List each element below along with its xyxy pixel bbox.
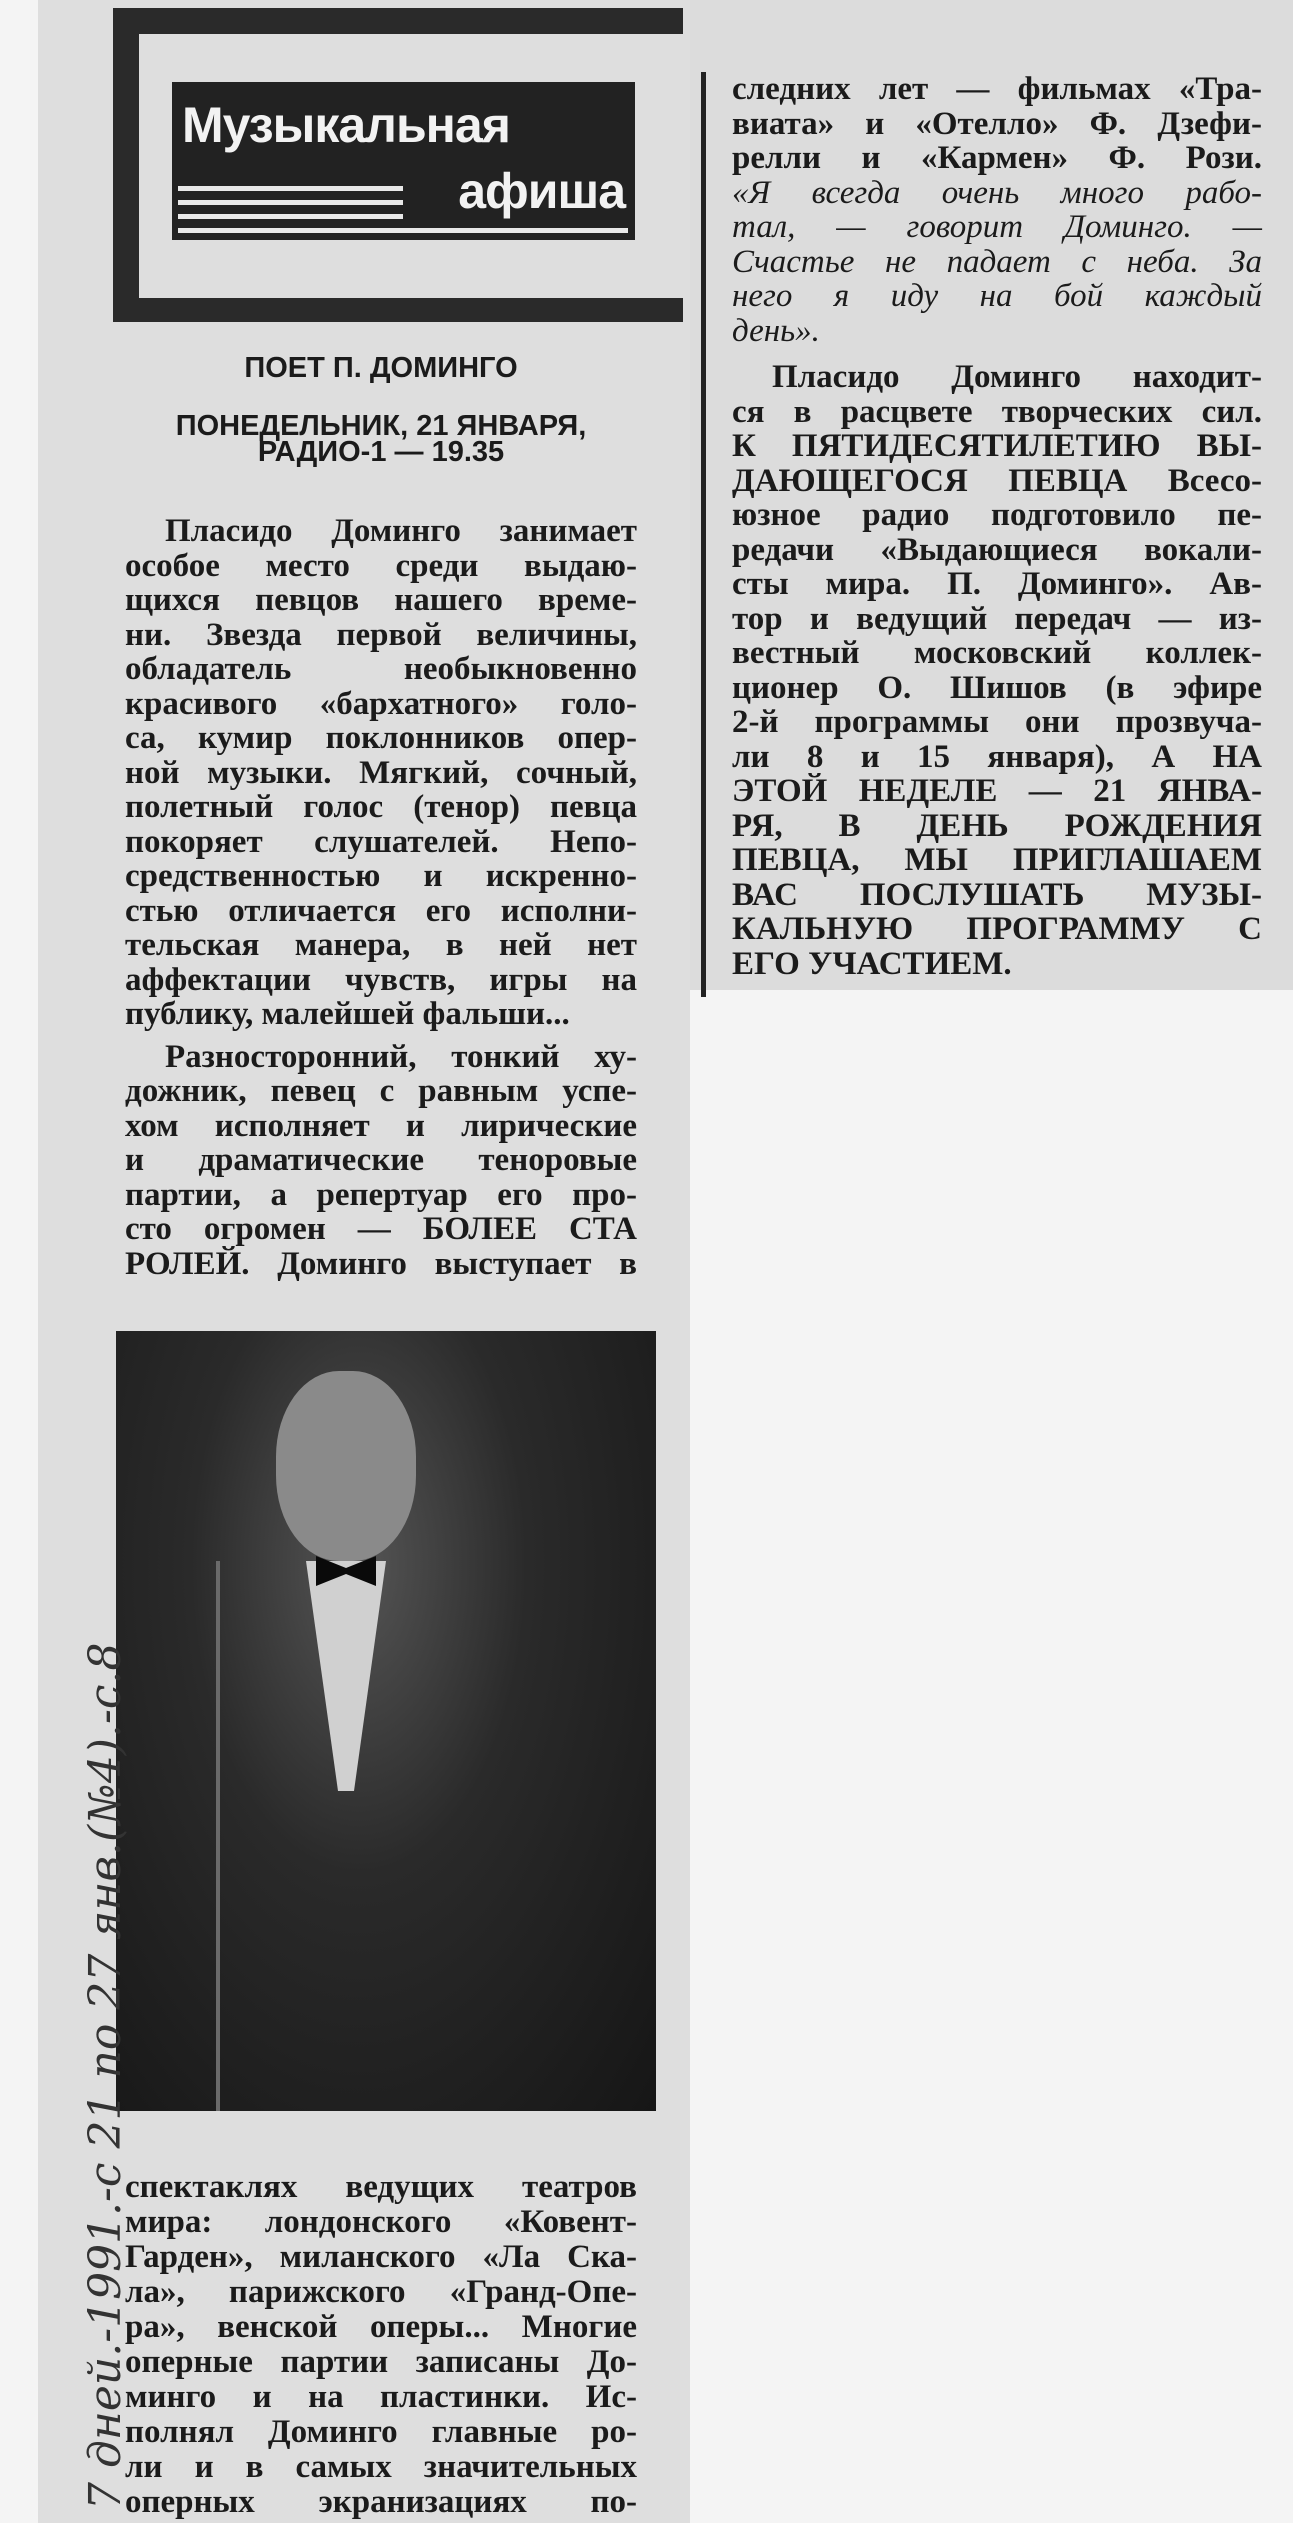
text-line: покоряет слушателей. Непо- xyxy=(125,823,637,860)
text-line: средственностью и искренно- xyxy=(125,858,637,894)
text-line: ДАЮЩЕГОСЯ ПЕВЦА Всесо- xyxy=(732,462,1262,499)
text-line: хом исполняет и лирические xyxy=(125,1107,637,1144)
text-line: РОЛЕЙ. Доминго выступает в xyxy=(125,1245,637,1282)
text-line: редачи «Выдающиеся вокали- xyxy=(732,531,1262,568)
text-line: публику, малейшей фальши... xyxy=(125,996,570,1032)
text-line: 2-й программы они прозвуча- xyxy=(732,704,1262,740)
text-line: оперные партии записаны До- xyxy=(125,2344,637,2380)
text-line: ционер О. Шишов (в эфире xyxy=(732,669,1262,706)
text-line: ПЕВЦА, МЫ ПРИГЛАШАЕМ xyxy=(732,842,1262,878)
article-subtitle-1: ПОНЕДЕЛЬНИК, 21 ЯНВАРЯ, xyxy=(175,410,587,442)
section-logo xyxy=(172,82,635,240)
text-line: РЯ, В ДЕНЬ РОЖДЕНИЯ xyxy=(732,807,1262,844)
text-line: дожник, певец с равным успе- xyxy=(125,1073,637,1109)
text-line: полетный голос (тенор) певца xyxy=(125,789,637,825)
text-line: стью отличается его исполни- xyxy=(125,892,637,929)
text-line: щихся певцов нашего време- xyxy=(125,582,637,618)
text-line: юзное радио подготовило пе- xyxy=(732,497,1262,533)
text-line: аффектации чувств, игры на xyxy=(125,961,637,998)
text-line: Пласидо Доминго находит- xyxy=(772,359,1262,395)
staff-line xyxy=(178,214,403,219)
text-line: полнял Доминго главные ро- xyxy=(125,2414,637,2450)
text-line: и драматические теноровые xyxy=(125,1142,637,1178)
handwritten-source-note: 7 дней.-1991.-с 21 по 27 янв.(№4).-с.8 xyxy=(80,1642,131,2510)
column-divider xyxy=(701,72,706,997)
text-line: вестный московский коллек- xyxy=(732,635,1262,671)
text-line: Разносторонний, тонкий ху- xyxy=(165,1038,637,1075)
text-line: обладатель необыкновенно xyxy=(125,651,637,687)
staff-line xyxy=(178,228,628,233)
photo-placido-domingo xyxy=(116,1331,656,2111)
singer-shirt xyxy=(306,1561,386,1791)
text-line: ли и в самых значительных xyxy=(125,2449,637,2485)
text-line: партии, а репертуар его про- xyxy=(125,1176,637,1213)
text-line: красивого «бархатного» голо- xyxy=(125,685,637,722)
text-line: сто огромен — БОЛЕЕ СТА xyxy=(125,1211,637,1247)
text-line: К ПЯТИДЕСЯТИЛЕТИЮ ВЫ- xyxy=(732,428,1262,464)
text-line: ни. Звезда первой величины, xyxy=(125,616,637,653)
text-line: «Я всегда очень много рабо- xyxy=(732,174,1262,211)
text-line: Пласидо Доминго занимает xyxy=(165,513,637,549)
logo-title-line2: афиша xyxy=(458,163,625,219)
text-line: релли и «Кармен» Ф. Рози. xyxy=(732,140,1262,176)
text-line: ла», парижского «Гранд-Опе- xyxy=(125,2274,637,2310)
text-line: оперных экранизациях по- xyxy=(125,2484,637,2520)
article-subtitle-2: РАДИО-1 — 19.35 xyxy=(257,436,505,468)
text-line: тельская манера, в ней нет xyxy=(125,927,637,963)
singer-face xyxy=(276,1371,416,1561)
text-line: ЭТОЙ НЕДЕЛЕ — 21 ЯНВА- xyxy=(732,773,1262,809)
text-line: спектаклях ведущих театров xyxy=(125,2169,637,2205)
text-line: ли 8 и 15 января), А НА xyxy=(732,738,1262,775)
text-line: тор и ведущий передач — из- xyxy=(732,600,1262,637)
logo-title-line1: Музыкальная xyxy=(182,97,510,153)
text-line: ра», венской оперы... Многие xyxy=(125,2309,637,2345)
text-line: ной музыки. Мягкий, сочный, xyxy=(125,754,637,791)
text-line: Гарден», миланского «Ла Ска- xyxy=(125,2239,637,2275)
text-line: следних лет — фильмах «Тра- xyxy=(732,71,1262,107)
microphone-stand xyxy=(216,1561,220,2111)
staff-line xyxy=(178,200,403,205)
text-line: особое место среди выдаю- xyxy=(125,547,637,584)
text-line: ся в расцвете творческих сил. xyxy=(732,393,1262,430)
text-line: сты мира. П. Доминго». Ав- xyxy=(732,566,1262,602)
text-line: него я иду на бой каждый xyxy=(732,278,1262,314)
text-line: КАЛЬНУЮ ПРОГРАММУ С xyxy=(732,911,1262,947)
text-line: са, кумир поклонников опер- xyxy=(125,720,637,756)
text-line: виата» и «Отелло» Ф. Дзефи- xyxy=(732,105,1262,142)
text-line: Счастье не падает с неба. За xyxy=(732,243,1262,280)
article-title: ПОЕТ П. ДОМИНГО xyxy=(244,352,518,384)
text-line: ЕГО УЧАСТИЕМ. xyxy=(732,945,1012,982)
text-line: мира: лондонского «Ковент- xyxy=(125,2204,637,2240)
text-line: день». xyxy=(732,312,820,349)
text-line: тал, — говорит Доминго. — xyxy=(732,209,1262,245)
music-staff-icon xyxy=(178,186,403,191)
text-line: ВАС ПОСЛУШАТЬ МУЗЫ- xyxy=(732,876,1262,913)
text-line: минго и на пластинки. Ис- xyxy=(125,2379,637,2415)
